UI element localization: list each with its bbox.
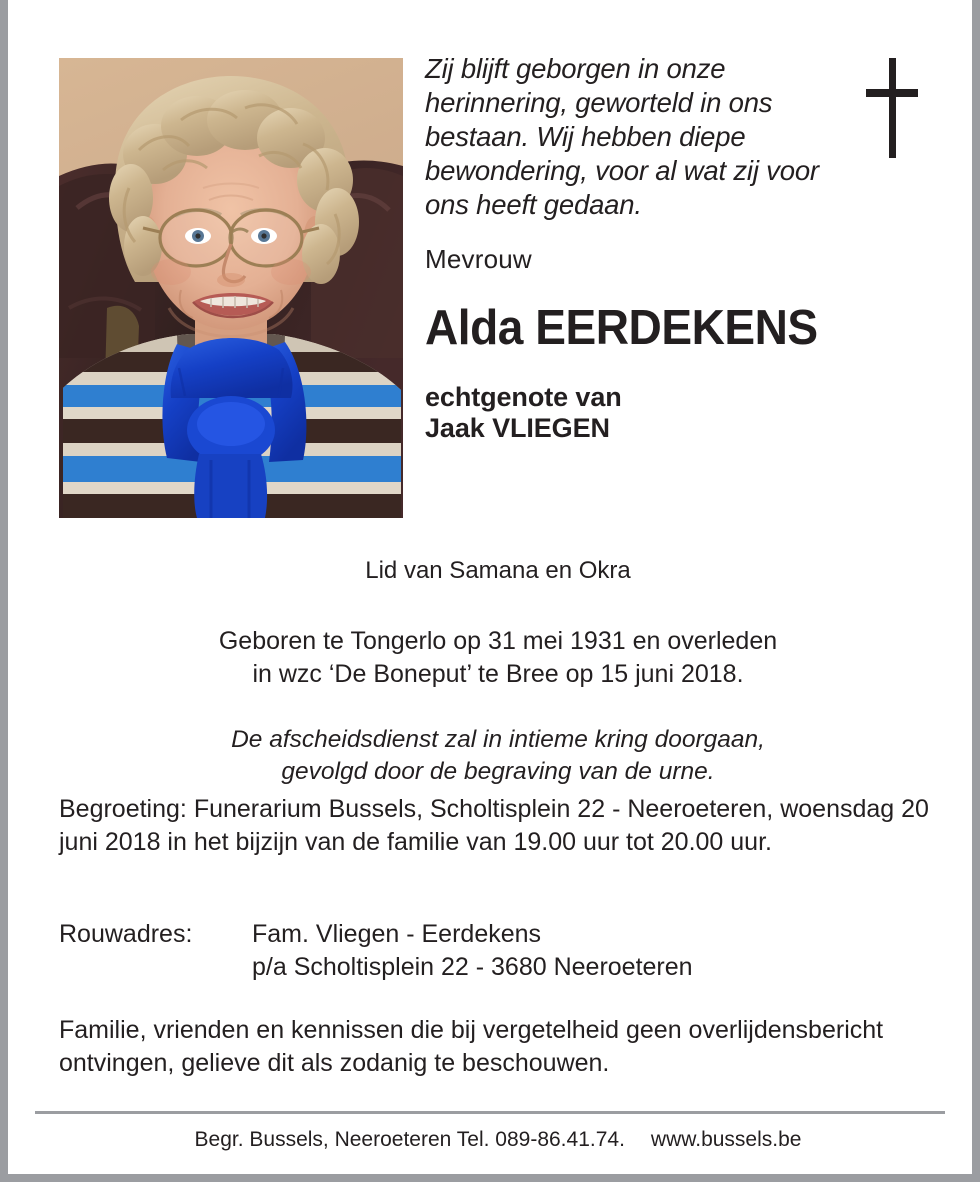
deceased-name: Alda EERDEKENS [425,301,818,355]
spouse-info [425,382,855,444]
mourning-address-block [59,918,939,983]
spouse-name: Jaak VLIEGEN [425,413,610,443]
mourning-address-line-1: Fam. Vliegen - Eerdekens [252,920,542,948]
cross-horizontal-bar [866,89,918,97]
membership-line: Lid van Samana en Okra [365,557,631,584]
spouse-label: echtgenote van [425,382,622,412]
latin-cross-icon [866,58,918,158]
mourning-address-row-2 [59,951,939,984]
service-line-2: gevolgd door de begraving van de urne. [281,758,715,785]
service-line-1: De afscheidsdienst zal in intieme kring doorgaan, [231,726,765,753]
closing-paragraph: Familie, vrienden en kennissen die bij vergetelheid geen overlijdensbericht ontvingen, gelieve dit als zodanig te beschouwen. [59,1016,884,1077]
mourning-address-label: Rouwadres: [59,920,193,948]
greeting-paragraph: Begroeting: Funerarium Bussels, Scholtisplein 22 - Neeroeteren, woensdag 20 juni 2018 in het bijzijn van de familie van 19.00 uur tot 20.00 uur. [59,795,929,856]
footer-divider [35,1111,945,1114]
mourning-address-row-1 [59,918,939,951]
website-link[interactable]: www.bussels.be [650,1128,802,1151]
memorial-quote: Zij blijft geborgen in onze herinnering, geworteld in ons bestaan. Wij hebben diepe bewondering, voor al wat zij voor ons heeft gedaan. [425,53,819,220]
service-info [16,724,980,788]
portrait-photo [59,58,403,518]
undertaker-info: Begr. Bussels, Neeroeteren Tel. 089-86.41.74. [194,1128,625,1151]
salutation: Mevrouw [425,244,532,274]
footer [16,1127,980,1153]
mourning-address-line-2: p/a Scholtisplein 22 - 3680 Neeroeteren [252,952,693,981]
portrait-illustration [59,58,403,518]
birth-death-info [16,625,980,691]
birth-death-line-2: in wzc ‘De Boneput’ te Bree op 15 juni 2018. [252,660,744,688]
cross-vertical-bar [889,58,896,158]
birth-death-line-1: Geboren te Tongerlo op 31 mei 1931 en overleden [218,627,778,655]
mourning-address-spacer [59,951,252,984]
header-text-column [425,52,855,444]
